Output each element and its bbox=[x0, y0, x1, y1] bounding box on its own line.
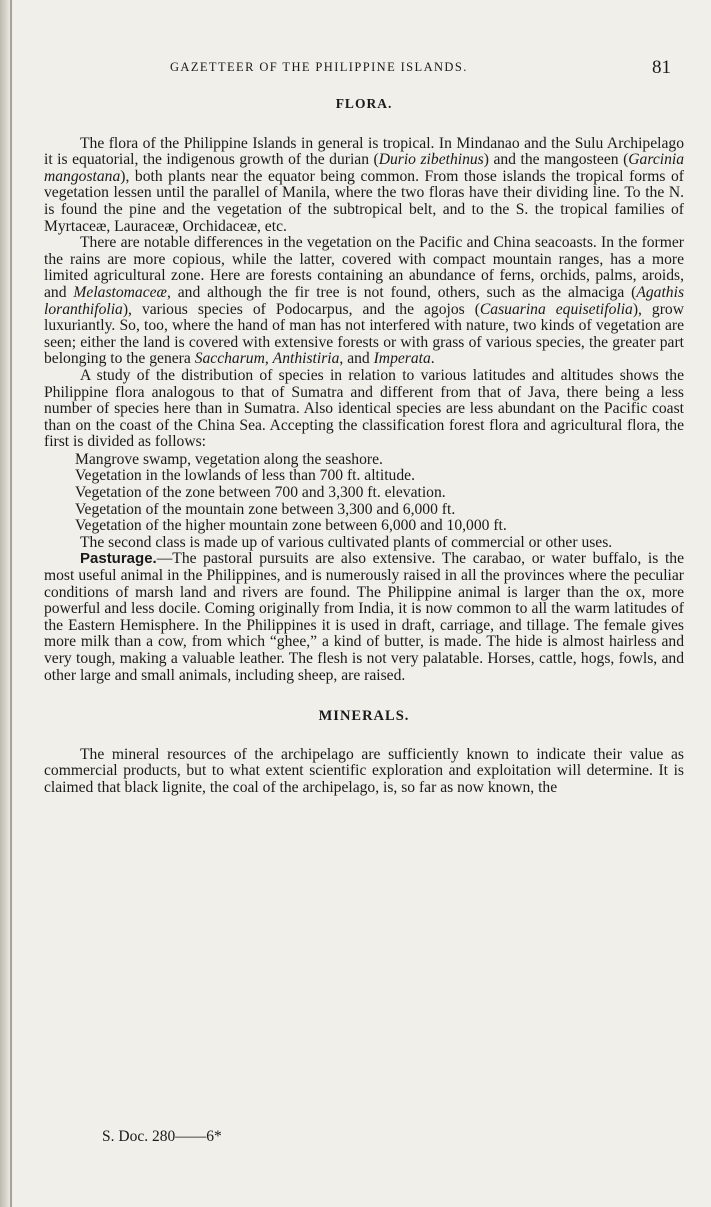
minerals-paragraph-1: The mineral resources of the archipelago are sufficiently known to indicate their value as commercial products, but to what extent scientific exploration and exploitation will determine. It is claimed that black lignite, the coal of the archipelago, is, so far as now known, the bbox=[44, 745, 684, 796]
species-name: Garcinia mangostana bbox=[44, 151, 684, 185]
list-item: Vegetation of the higher mountain zone between 6,000 and 10,000 ft. bbox=[75, 517, 507, 535]
text-run: . bbox=[430, 350, 435, 368]
text-run: , and bbox=[339, 350, 374, 368]
text-run: The flora of the Philippine Islands in general is tropical. In Mindanao and the Sulu Archipelago it is equatorial, the indigenous growth of the durian ( bbox=[44, 134, 684, 169]
flora-paragraph-3: A study of the distribution of species in relation to various latitudes and altitudes shows the Philippine flora analogous to that of Sumatra and different from that of Java, there being a less number of species here than in Sumatra. Also identical species are less abundant on the Pacific coast than on the coast of the China Sea. Accepting the classification forest flora and agricultural flora, the first is divided as follows: bbox=[44, 366, 684, 451]
species-name: Agathis loranthifolia bbox=[44, 283, 685, 318]
flora-heading: FLORA. bbox=[335, 96, 393, 111]
text-run: ), grow luxuriantly. So, too, where the hand of man has not interfered with nature, two kinds of vegetation are seen; either the land is covered with extensive forests or with grass of various species, the greater part belonging to the genera bbox=[44, 300, 684, 368]
signature-mark: S. Doc. 280——6* bbox=[102, 1128, 222, 1145]
running-title: GAZETTEER OF THE PHILIPPINE ISLANDS. bbox=[170, 60, 468, 74]
list-item: Vegetation in the lowlands of less than 700 ft. altitude. bbox=[75, 467, 415, 485]
text-run: ) and the mangosteen ( bbox=[483, 151, 629, 169]
text-run: There are notable differences in the vegetation on the Pacific and China seacoasts. In the former the rains are more copious, while the latter, covered with compact mountain ranges, has a more limited agricultural zone. Here are forests containing an abundance of ferns, orchids, palms, aroids, and bbox=[44, 234, 684, 301]
minerals-heading: MINERALS. bbox=[318, 708, 410, 725]
page-binding-line bbox=[10, 0, 12, 1207]
text-run: ), both plants near the equator being common. From those islands the tropical forms of vegetation lessen until the parallel of Manila, where the two floras have their dividing line. To the N. is found the pine and the vegetation of the subtropical belt, and to the S. the tropical families of Myrtaceæ, Lauraceæ, Orchidaceæ, etc. bbox=[44, 167, 684, 235]
species-name: Melastomaceæ bbox=[73, 283, 167, 301]
species-name: Durio zibethinus bbox=[378, 151, 484, 169]
page-number: 81 bbox=[652, 57, 671, 78]
genus-name: Imperata bbox=[373, 350, 431, 368]
species-name: Casuarina equisetifolia bbox=[479, 300, 633, 318]
pasturage-paragraph bbox=[44, 551, 684, 684]
list-item: Mangrove swamp, vegetation along the seashore. bbox=[75, 450, 383, 468]
list-item: Vegetation of the mountain zone between 3,300 and 6,000 ft. bbox=[75, 500, 456, 518]
genus-name: Anthistiria bbox=[272, 350, 340, 368]
genus-name: Saccharum bbox=[194, 350, 265, 368]
flora-paragraph-2 bbox=[44, 235, 684, 368]
flora-paragraph-1 bbox=[44, 136, 684, 236]
text-run: —The pastoral pursuits are also extensive. The carabao, or water buffalo, is the most useful animal in the Philippines, and is numerously raised in all the provinces where the peculiar conditions of marsh land and rivers are found. The Philippine animal is larger than the ox, more powerful and less docile. Coming originally from India, it is now common to all the warm latitudes of the Eastern Hemisphere. In the Philippines it is used in draft, carriage, and tillage. The female gives more milk than a cow, from which “ghee,” a kind of butter, is made. The hide is almost hairless and very tough, making a valuable leather. The flesh is not very palatable. Horses, cattle, hogs, fowls, and other large and small animals, including sheep, are raised. bbox=[44, 550, 684, 684]
text-run: , bbox=[264, 350, 273, 368]
pasturage-run-in-heading: Pasturage. bbox=[80, 550, 157, 568]
text-run: , and although the fir tree is not found, others, such as the almaciga ( bbox=[166, 283, 637, 301]
running-head bbox=[170, 57, 671, 82]
forest-flora-list bbox=[44, 452, 684, 535]
list-item: Vegetation of the zone between 700 and 3,300 ft. elevation. bbox=[75, 484, 446, 502]
text-run: ), various species of Podocarpus, and the agojos ( bbox=[122, 300, 480, 318]
flora-paragraph-4: The second class is made up of various cultivated plants of commercial or other uses. bbox=[80, 533, 613, 551]
page-body bbox=[44, 96, 684, 797]
